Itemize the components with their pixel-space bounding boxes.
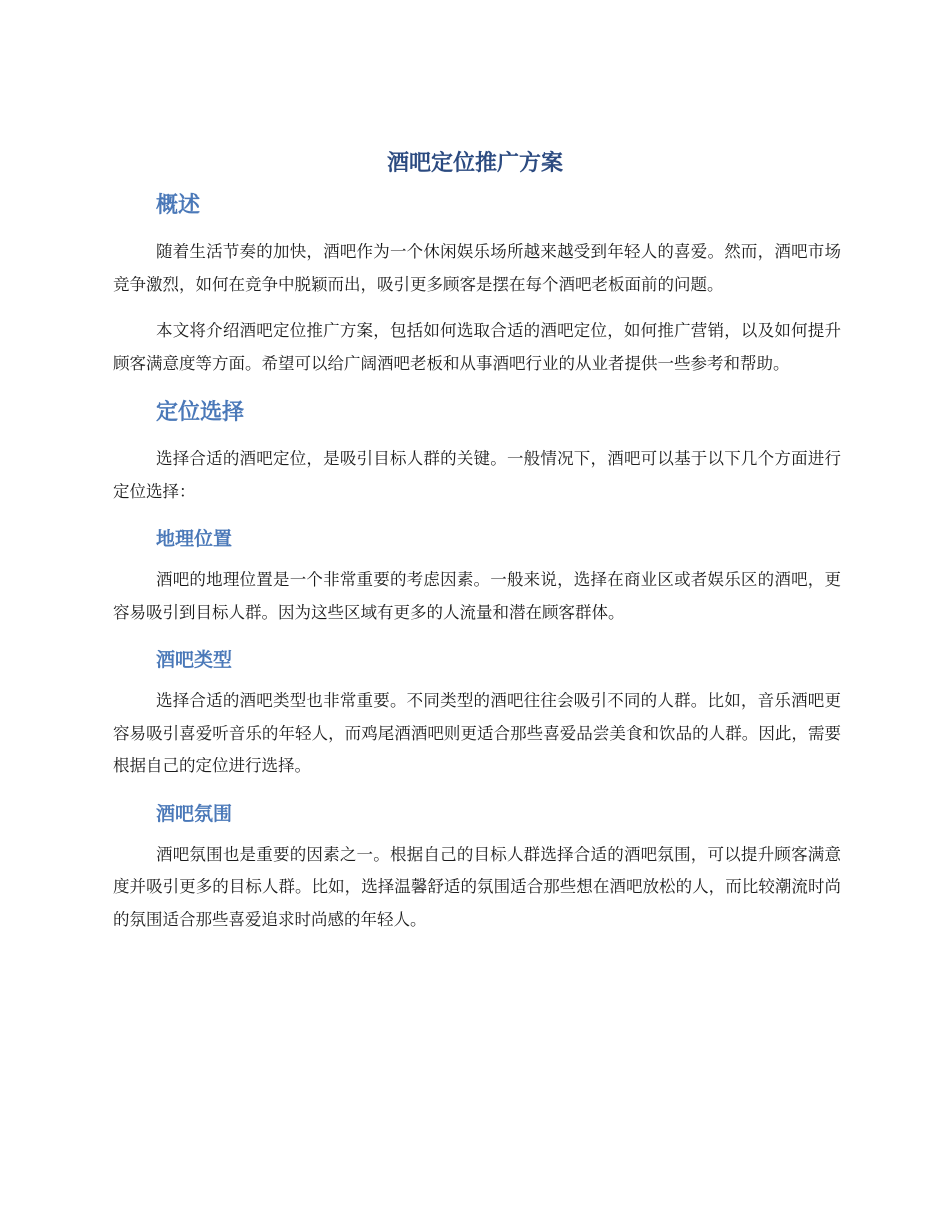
section-heading-overview: 概述 xyxy=(156,193,201,218)
paragraph-overview-2: 本文将介绍酒吧定位推广方案，包括如何选取合适的酒吧定位，如何推广营销，以及如何提升顾客满意度等方面。希望可以给广阔酒吧老板和从事酒吧行业的从业者提供一些参考和帮助。 xyxy=(113,321,841,373)
paragraph-atmosphere: 酒吧氛围也是重要的因素之一。根据自己的目标人群选择合适的酒吧氛围，可以提升顾客满意度并吸引更多的目标人群。比如，选择温馨舒适的氛围适合那些想在酒吧放松的人，而比较潮流时尚的氛围适合那些喜爱追求时尚感的年轻人。 xyxy=(113,844,841,929)
subsection-heading-atmosphere: 酒吧氛围 xyxy=(156,802,233,825)
document-body xyxy=(113,186,841,936)
paragraph-positioning-intro: 选择合适的酒吧定位，是吸引目标人群的关键。一般情况下，酒吧可以基于以下几个方面进行定位选择： xyxy=(113,449,841,501)
subsection-heading-location: 地理位置 xyxy=(156,528,233,550)
paragraph-overview-1: 随着生活节奏的加快，酒吧作为一个休闲娱乐场所越来越受到年轻人的喜爱。然而，酒吧市场竞争激烈，如何在竞争中脱颖而出，吸引更多顾客是摆在每个酒吧老板面前的问题。 xyxy=(113,242,841,294)
section-heading-positioning: 定位选择 xyxy=(156,400,245,425)
document-title: 酒吧定位推广方案 xyxy=(386,151,563,176)
paragraph-location: 酒吧的地理位置是一个非常重要的考虑因素。一般来说，选择在商业区或者娱乐区的酒吧，更容易吸引到目标人群。因为这些区域有更多的人流量和潜在顾客群体。 xyxy=(113,570,841,622)
subsection-heading-type: 酒吧类型 xyxy=(156,649,233,671)
paragraph-type: 选择合适的酒吧类型也非常重要。不同类型的酒吧往往会吸引不同的人群。比如，音乐酒吧更容易吸引喜爱听音乐的年轻人，而鸡尾酒酒吧则更适合那些喜爱品尝美食和饮品的人群。因此，需要根据自己的定位进行选择。 xyxy=(113,691,841,775)
